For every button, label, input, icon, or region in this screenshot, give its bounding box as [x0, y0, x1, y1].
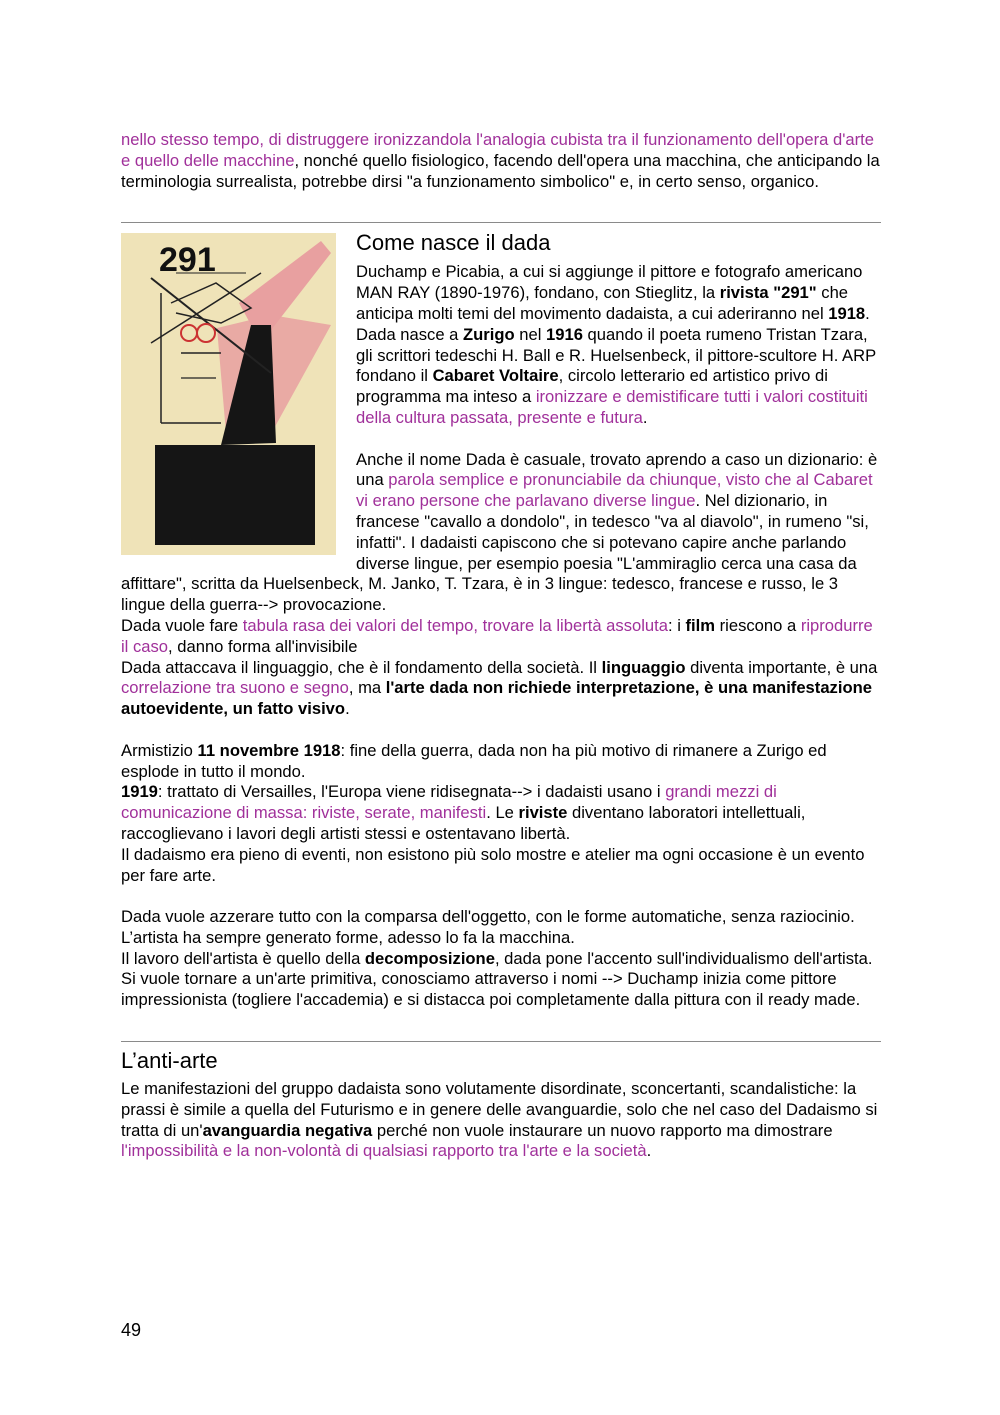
paragraph: Armistizio 11 novembre 1918: fine della guerra, dada non ha più motivo di rimanere a Zurigo ed esplode in tutto il mondo. [121, 740, 827, 781]
paragraph: Dada attaccava il linguaggio, che è il fondamento della società. Il linguaggio diventa importante, è una correlazione tra suono e segno, ma l'arte dada non richiede interpretazione, è una manifestazione autoevidente, un fatto visivo. [121, 657, 878, 719]
section-anti-arte [121, 1048, 881, 1162]
poster-291-graphic [121, 233, 336, 555]
paragraph: Anche il nome Dada è casuale, trovato aprendo a caso un dizionario: è una parola semplice e pronunciabile da chiunque, visto che al Cabaret vi erano persone che parlavano diverse lingue. Nel dizionario, in francese "cavallo a dondolo", in tedesco "va al diavolo", in rumeno "si, infatti". I dadaisti capiscono che si potevano capire anche parlando diverse lingue, per esempio poesia "L'ammiraglio cerca una casa da affittare", scritta da Huelsenbeck, M. Janko, T. Tzara, è in 3 lingue: tedesco, francese e russo, le 3 lingue della guerra--> provocazione. [121, 449, 878, 615]
paragraph: 1919: trattato di Versailles, l'Europa viene ridisegnata--> i dadaisti usano i grandi mezzi di comunicazione di massa: riviste, serate, manifesti. Le riviste diventano laboratori intellettuali, raccoglievano i lavori degli artisti stessi e ostentavano libertà. [121, 782, 806, 843]
section-come-nasce-il-dada [121, 230, 881, 1011]
paragraph: Le manifestazioni del gruppo dadaista sono volutamente disordinate, sconcertanti, scandalistiche: la prassi è simile a quella del Futurismo e in genere delle avanguardie, solo che nel caso del Dadaismo si tratta di un'avanguardia negativa perché non vuole instaurare un nuovo rapporto ma dimostrare l'impossibilità e la non-volontà di qualsiasi rapporto tra l'arte e la società. [121, 1079, 878, 1161]
section-title: Come nasce il dada [356, 230, 551, 256]
poster-291-image [121, 233, 336, 555]
highlight-text: grandi mezzi di comunicazione di massa: riviste, serate, manifesti [121, 782, 777, 823]
paragraph: Dada vuole fare tabula rasa dei valori del tempo, trovare la libertà assoluta: i film riescono a riprodurre il caso, danno forma all'invisibile [121, 615, 873, 656]
page-number: 49 [121, 1320, 142, 1340]
paragraph: Il dadaismo era pieno di eventi, non esistono più solo mostre e atelier ma ogni occasione è un evento per fare arte. [121, 844, 865, 885]
highlight-text: parola semplice e pronunciabile da chiunque, visto che al Cabaret vi erano persone che parlavano diverse lingue [356, 470, 873, 511]
paragraph: Si vuole tornare a un'arte primitiva, conosciamo attraverso i nomi --> Duchamp inizia come pittore impressionista (togliere l'accademia) e si distacca poi completamente dalla pittura con il ready made. [121, 969, 861, 1010]
highlight-text: ironizzare e demistificare tutti i valori costituiti della cultura passata, presente e futura [356, 387, 868, 427]
section-title: L’anti-arte [121, 1048, 218, 1074]
page-content [121, 130, 881, 1162]
intro-paragraph: nello stesso tempo, di distruggere ironizzandola l'analogia cubista tra il funzionamento dell'opera d'arte e quello delle macchine, nonché quello fisiologico, facendo dell'opera una macchina, che anticipando la terminologia surrealista, potrebbe dirsi "a funzionamento simbolico" e, in certo senso, organico. [121, 130, 880, 191]
paragraph: Il lavoro dell'artista è quello della decomposizione, dada pone l'accento sull'individualismo dell'artista. [121, 948, 873, 968]
highlight-text: correlazione tra suono e segno [121, 678, 349, 698]
paragraph: Duchamp e Picabia, a cui si aggiunge il pittore e fotografo americano MAN RAY (1890-1976), fondano, con Stieglitz, la rivista "291" che anticipa molti temi del movimento dadaista, a cui aderiranno nel 1918. Dada nasce a Zurigo nel 1916 quando il poeta rumeno Tristan Tzara, gli scrittori tedeschi H. Ball e R. Huelsenbeck, il pittore-scultore H. ARP fondano il Cabaret Voltaire, circolo letterario ed artistico privo di programma ma inteso a ironizzare e demistificare tutti i valori costituiti della cultura passata, presente e futura. [356, 262, 876, 427]
highlight-text: nello stesso tempo, di distruggere ironizzandola l'analogia cubista tra il funzionamento dell'opera d'arte e quello delle macchine [121, 130, 874, 170]
highlight-text: riprodurre il caso [121, 615, 873, 656]
paragraph: Dada vuole azzerare tutto con la comparsa dell'oggetto, con le forme automatiche, senza raziocinio. L’artista ha sempre generato forme, adesso lo fa la macchina. [121, 907, 855, 947]
highlight-text: l'impossibilità e la non-volontà di qualsiasi rapporto tra l'arte e la società [121, 1141, 647, 1161]
highlight-text: tabula rasa dei valori del tempo, trovare la libertà assoluta [242, 615, 668, 635]
poster-title: 291 [159, 241, 216, 280]
